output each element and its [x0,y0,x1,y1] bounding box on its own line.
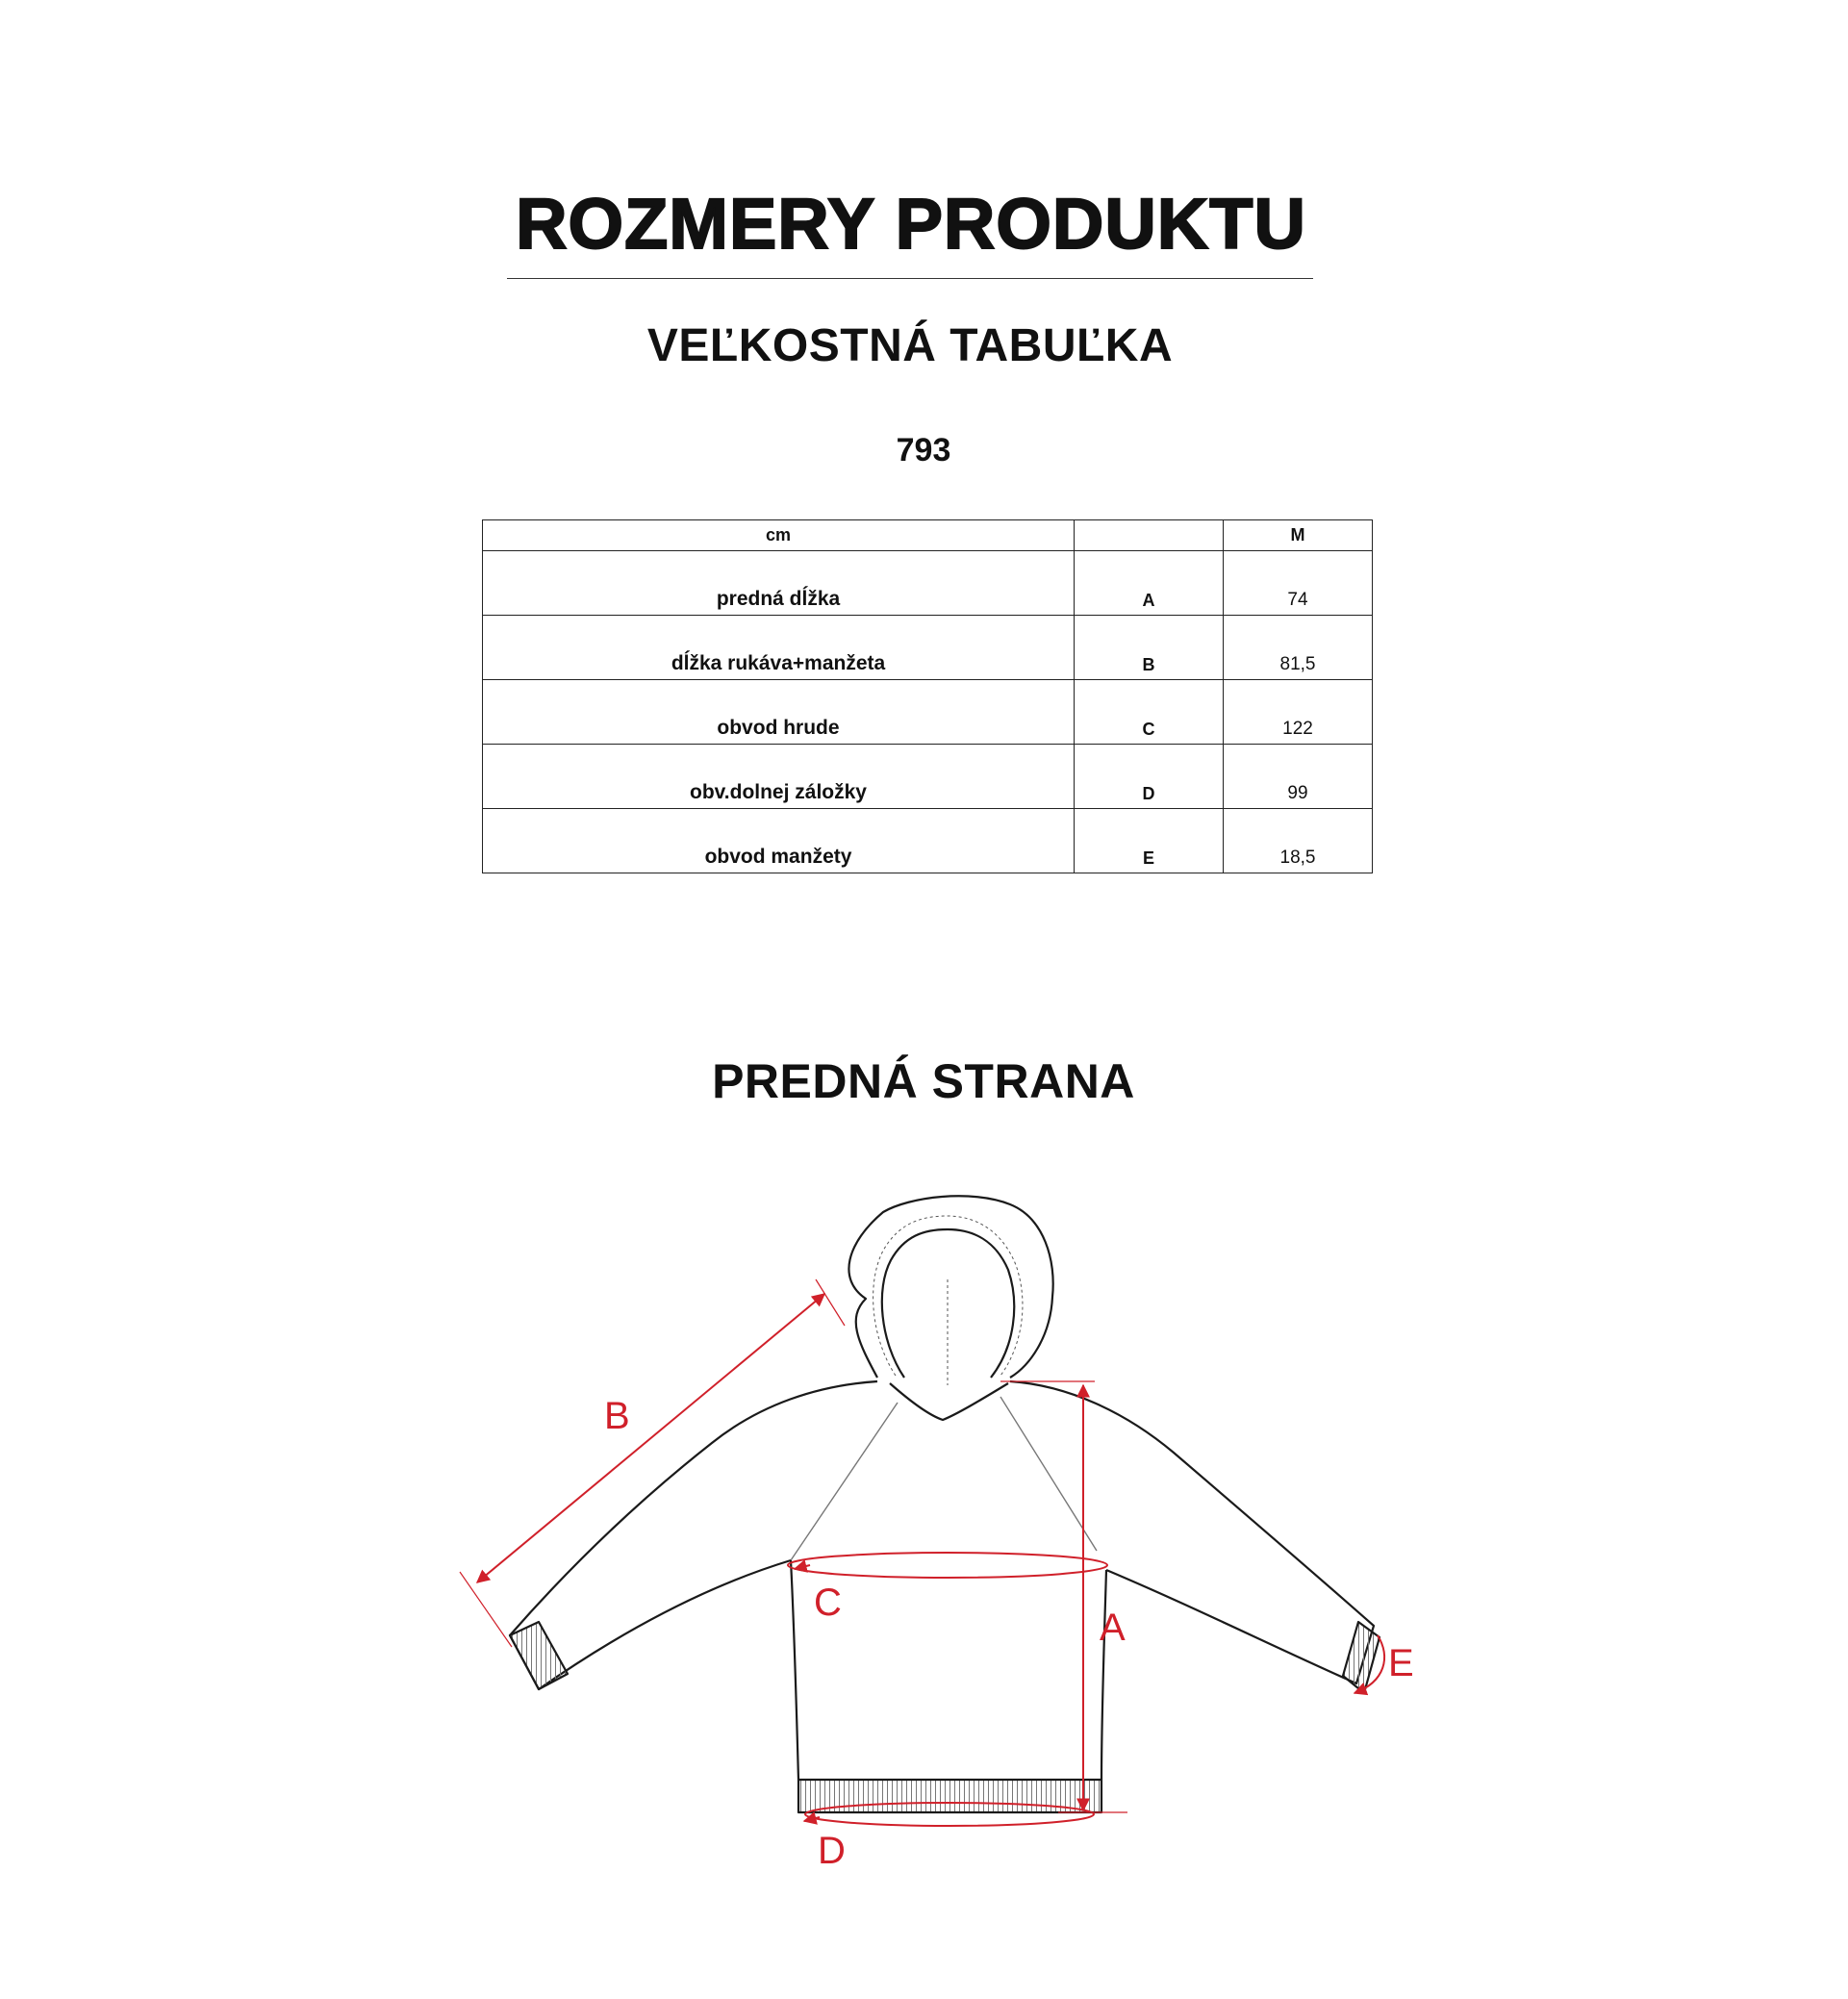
hood-outline [848,1196,1052,1378]
hoodie-outline [510,1196,1380,1812]
column-header-cm: cm [483,520,1075,551]
label-b: B [604,1395,630,1437]
page-title: ROZMERY PRODUKTU [516,184,1306,264]
measure-label: obvod manžety [483,809,1075,873]
column-header-size-m: M [1224,520,1373,551]
hood-stitching [873,1216,1023,1385]
measurement-lines [460,1279,1384,1826]
right-sleeve [1010,1381,1374,1683]
measure-letter: D [1075,745,1224,809]
measure-letter: B [1075,616,1224,680]
left-sleeve [510,1381,877,1689]
label-a: A [1100,1607,1126,1649]
measure-letter: A [1075,551,1224,616]
measure-label: dĺžka rukáva+manžeta [483,616,1075,680]
measure-label: obvod hrude [483,680,1075,745]
measure-letter: C [1075,680,1224,745]
body-right-side [1101,1570,1106,1780]
body-left-side [791,1560,798,1780]
product-code: 793 [896,432,951,468]
label-c: C [814,1581,842,1624]
measure-label: predná dĺžka [483,551,1075,616]
left-cuff [510,1622,568,1689]
label-d: D [818,1830,846,1872]
hood-opening [882,1229,1014,1378]
measure-value: 74 [1224,551,1373,616]
label-e: E [1388,1642,1414,1684]
measure-value: 122 [1224,680,1373,745]
measure-letter: E [1075,809,1224,873]
measure-value: 99 [1224,745,1373,809]
front-view-heading: PREDNÁ STRANA [712,1054,1135,1108]
measure-label: obv.dolnej záložky [483,745,1075,809]
measure-b-line [477,1294,824,1582]
size-table-heading: VEĽKOSTNÁ TABUĽKA [646,320,1174,371]
measure-value: 81,5 [1224,616,1373,680]
measure-c-ellipse [788,1553,1107,1578]
measure-value: 18,5 [1224,809,1373,873]
